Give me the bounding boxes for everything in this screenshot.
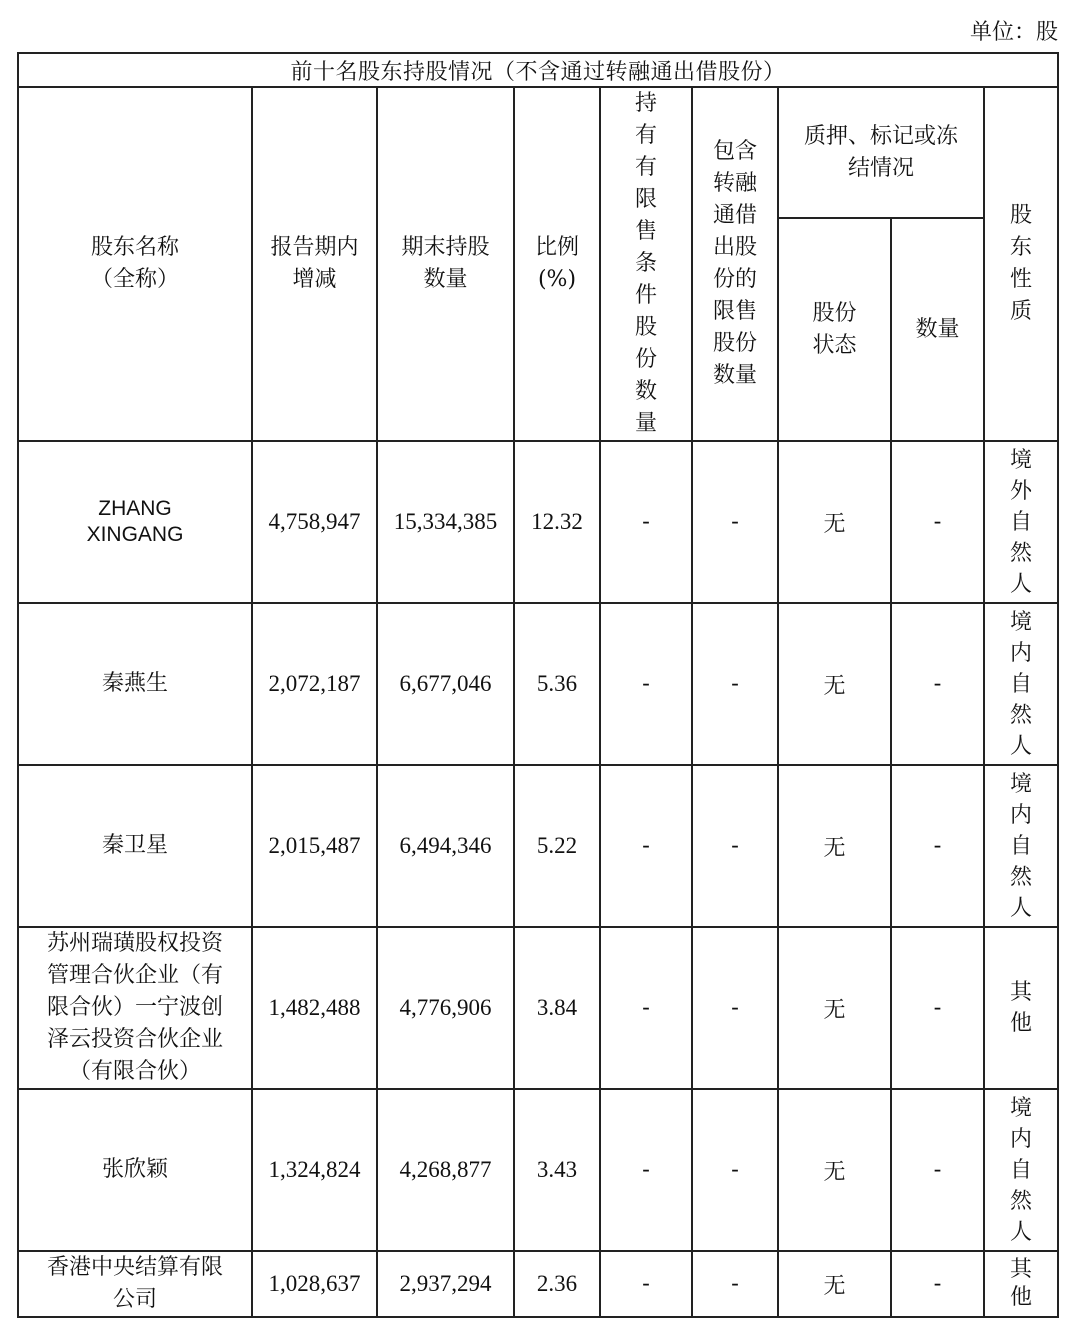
nature-char: 境 [1009, 771, 1032, 797]
end-shares-cell: 4,268,877 [377, 1089, 514, 1251]
hdr-line: 转融 [712, 171, 757, 196]
pledge-quantity-cell: - [891, 1251, 984, 1317]
end-shares-cell: 6,677,046 [377, 603, 514, 765]
end-shares-cell: 4,776,906 [377, 927, 514, 1089]
shareholder-name-line: 秦燕生 [101, 671, 168, 696]
top-ten-shareholders-table [17, 52, 1059, 1318]
hdr-line: 数量 [712, 363, 757, 388]
hdr-char: 数 [634, 379, 657, 404]
nature-char: 内 [1009, 1126, 1032, 1152]
nature-char: 自 [1009, 671, 1032, 697]
header-pledge-line: 结情况 [847, 155, 914, 181]
nature-char: 自 [1009, 833, 1032, 859]
header-change-line: 增减 [292, 267, 337, 292]
share-status-cell: 无 [778, 1251, 891, 1317]
nature-char: 然 [1009, 540, 1032, 566]
shareholder-name-line: 张欣颖 [101, 1157, 168, 1182]
ratio-cell: 2.36 [514, 1251, 600, 1317]
nature-char: 人 [1009, 1219, 1032, 1245]
nature-char: 自 [1009, 1157, 1032, 1183]
hdr-line: 出股 [712, 235, 757, 260]
unit-label: 单位：股 [969, 20, 1058, 45]
nature-char: 境 [1009, 447, 1032, 473]
hdr-char: 东 [1009, 235, 1032, 260]
nature-char: 人 [1009, 571, 1032, 597]
ratio-cell: 12.32 [514, 441, 600, 603]
hdr-char: 质 [1009, 299, 1032, 324]
header-pledge-quantity: 数量 [891, 218, 984, 441]
shareholder-name-line: 限合伙）一宁波创 [46, 995, 223, 1020]
restricted-shares-cell: - [600, 1251, 692, 1317]
nature-char: 然 [1009, 702, 1032, 728]
nature-char: 然 [1009, 1188, 1032, 1214]
shareholder-name [18, 603, 252, 765]
nature-char: 外 [1009, 478, 1032, 504]
nature-char: 他 [1009, 1285, 1032, 1310]
lent-restricted-cell: - [692, 1251, 778, 1317]
hdr-line: 股份 [712, 331, 757, 356]
pledge-quantity-cell: - [891, 765, 984, 927]
header-lent-restricted-shares [692, 87, 778, 441]
share-status-cell: 无 [778, 1089, 891, 1251]
period-change-cell: 1,324,824 [252, 1089, 377, 1251]
hdr-char: 条 [634, 251, 657, 276]
period-change-cell: 2,015,487 [252, 765, 377, 927]
hdr-char: 股 [634, 315, 657, 340]
restricted-shares-cell: - [600, 441, 692, 603]
ratio-cell: 5.22 [514, 765, 600, 927]
shareholder-name-line: 秦卫星 [101, 833, 168, 858]
hdr-char: 份 [634, 347, 657, 372]
restricted-shares-cell: - [600, 765, 692, 927]
hdr-char: 持 [634, 91, 657, 116]
share-status-cell: 无 [778, 927, 891, 1089]
shareholder-name-line: （有限合伙） [68, 1059, 201, 1084]
shareholder-name-line: ZHANG [98, 497, 172, 520]
share-status-cell: 无 [778, 441, 891, 603]
shareholder-nature-cell [984, 765, 1058, 927]
header-status-line: 状态 [812, 332, 857, 358]
header-name-line: （全称） [90, 267, 179, 292]
share-status-cell: 无 [778, 765, 891, 927]
pledge-quantity-cell: - [891, 927, 984, 1089]
pledge-quantity-cell: - [891, 441, 984, 603]
header-status-line: 股份 [812, 300, 857, 326]
header-shareholder-name [18, 87, 252, 441]
header-shareholder-nature [984, 87, 1058, 441]
end-shares-cell: 15,334,385 [377, 441, 514, 603]
hdr-char: 股 [1009, 203, 1032, 228]
nature-char: 人 [1009, 733, 1032, 759]
restricted-shares-cell: - [600, 1089, 692, 1251]
hdr-char: 限 [634, 187, 657, 212]
header-end-shares [377, 87, 514, 441]
shareholder-nature-cell [984, 1251, 1058, 1317]
shareholder-name [18, 1089, 252, 1251]
nature-char: 内 [1009, 802, 1032, 828]
hdr-line: 包含 [712, 139, 757, 164]
header-share-status [778, 218, 891, 441]
nature-char: 内 [1009, 640, 1032, 666]
nature-char: 境 [1009, 1095, 1032, 1121]
lent-restricted-cell: - [692, 927, 778, 1089]
period-change-cell: 2,072,187 [252, 603, 377, 765]
header-restricted-shares [600, 87, 692, 441]
table-title: 前十名股东持股情况（不含通过转融通出借股份） [18, 53, 1058, 87]
header-end-shares-line: 期末持股 [401, 235, 490, 260]
ratio-cell: 3.43 [514, 1089, 600, 1251]
pledge-quantity-cell: - [891, 603, 984, 765]
period-change-cell: 1,482,488 [252, 927, 377, 1089]
lent-restricted-cell: - [692, 441, 778, 603]
hdr-line: 份的 [712, 267, 757, 292]
header-pledge-line: 质押、标记或冻 [803, 123, 958, 149]
header-pledge-group [778, 87, 984, 218]
lent-restricted-cell: - [692, 603, 778, 765]
hdr-char: 件 [634, 283, 657, 308]
header-period-change [252, 87, 377, 441]
period-change-cell: 1,028,637 [252, 1251, 377, 1317]
ratio-cell: 3.84 [514, 927, 600, 1089]
table-row [18, 1251, 1058, 1317]
shareholder-name-line: 公司 [112, 1287, 157, 1312]
header-ratio-line: (%) [537, 267, 577, 292]
header-ratio-line: 比例 [534, 235, 579, 260]
header-ratio [514, 87, 600, 441]
table-row [18, 927, 1058, 1089]
nature-char: 其 [1009, 1257, 1032, 1282]
hdr-char: 量 [634, 411, 657, 436]
hdr-char: 有 [634, 123, 657, 148]
end-shares-cell: 2,937,294 [377, 1251, 514, 1317]
lent-restricted-cell: - [692, 765, 778, 927]
shareholder-name-line: 管理合伙企业（有 [46, 963, 223, 988]
end-shares-cell: 6,494,346 [377, 765, 514, 927]
table-row [18, 441, 1058, 603]
hdr-char: 性 [1009, 267, 1032, 292]
shareholder-name-line: 香港中央结算有限 [46, 1255, 223, 1280]
nature-char: 境 [1009, 609, 1032, 635]
header-end-shares-line: 数量 [423, 267, 468, 292]
nature-char: 他 [1009, 1011, 1032, 1036]
nature-char: 自 [1009, 509, 1032, 535]
restricted-shares-cell: - [600, 927, 692, 1089]
shareholder-name [18, 765, 252, 927]
shareholder-name-line: XINGANG [86, 523, 184, 546]
pledge-quantity-cell: - [891, 1089, 984, 1251]
table-row [18, 603, 1058, 765]
shareholder-name [18, 1251, 252, 1317]
shareholder-name [18, 441, 252, 603]
lent-restricted-cell: - [692, 1089, 778, 1251]
shareholder-nature-cell [984, 927, 1058, 1089]
ratio-cell: 5.36 [514, 603, 600, 765]
shareholder-nature-cell [984, 441, 1058, 603]
period-change-cell: 4,758,947 [252, 441, 377, 603]
hdr-char: 有 [634, 155, 657, 180]
hdr-line: 通借 [712, 203, 757, 228]
header-name-line: 股东名称 [90, 235, 179, 260]
nature-char: 然 [1009, 864, 1032, 890]
shareholder-nature-cell [984, 603, 1058, 765]
shareholder-name-line: 泽云投资合伙企业 [46, 1027, 223, 1052]
share-status-cell: 无 [778, 603, 891, 765]
shareholder-name-line: 苏州瑞璜股权投资 [46, 931, 223, 956]
table-row [18, 765, 1058, 927]
nature-char: 人 [1009, 895, 1032, 921]
shareholder-name [18, 927, 252, 1089]
table-row [18, 1089, 1058, 1251]
shareholder-nature-cell [984, 1089, 1058, 1251]
nature-char: 其 [1009, 980, 1032, 1005]
header-change-line: 报告期内 [270, 235, 359, 260]
hdr-line: 限售 [712, 299, 757, 324]
hdr-char: 售 [634, 219, 657, 244]
restricted-shares-cell: - [600, 603, 692, 765]
